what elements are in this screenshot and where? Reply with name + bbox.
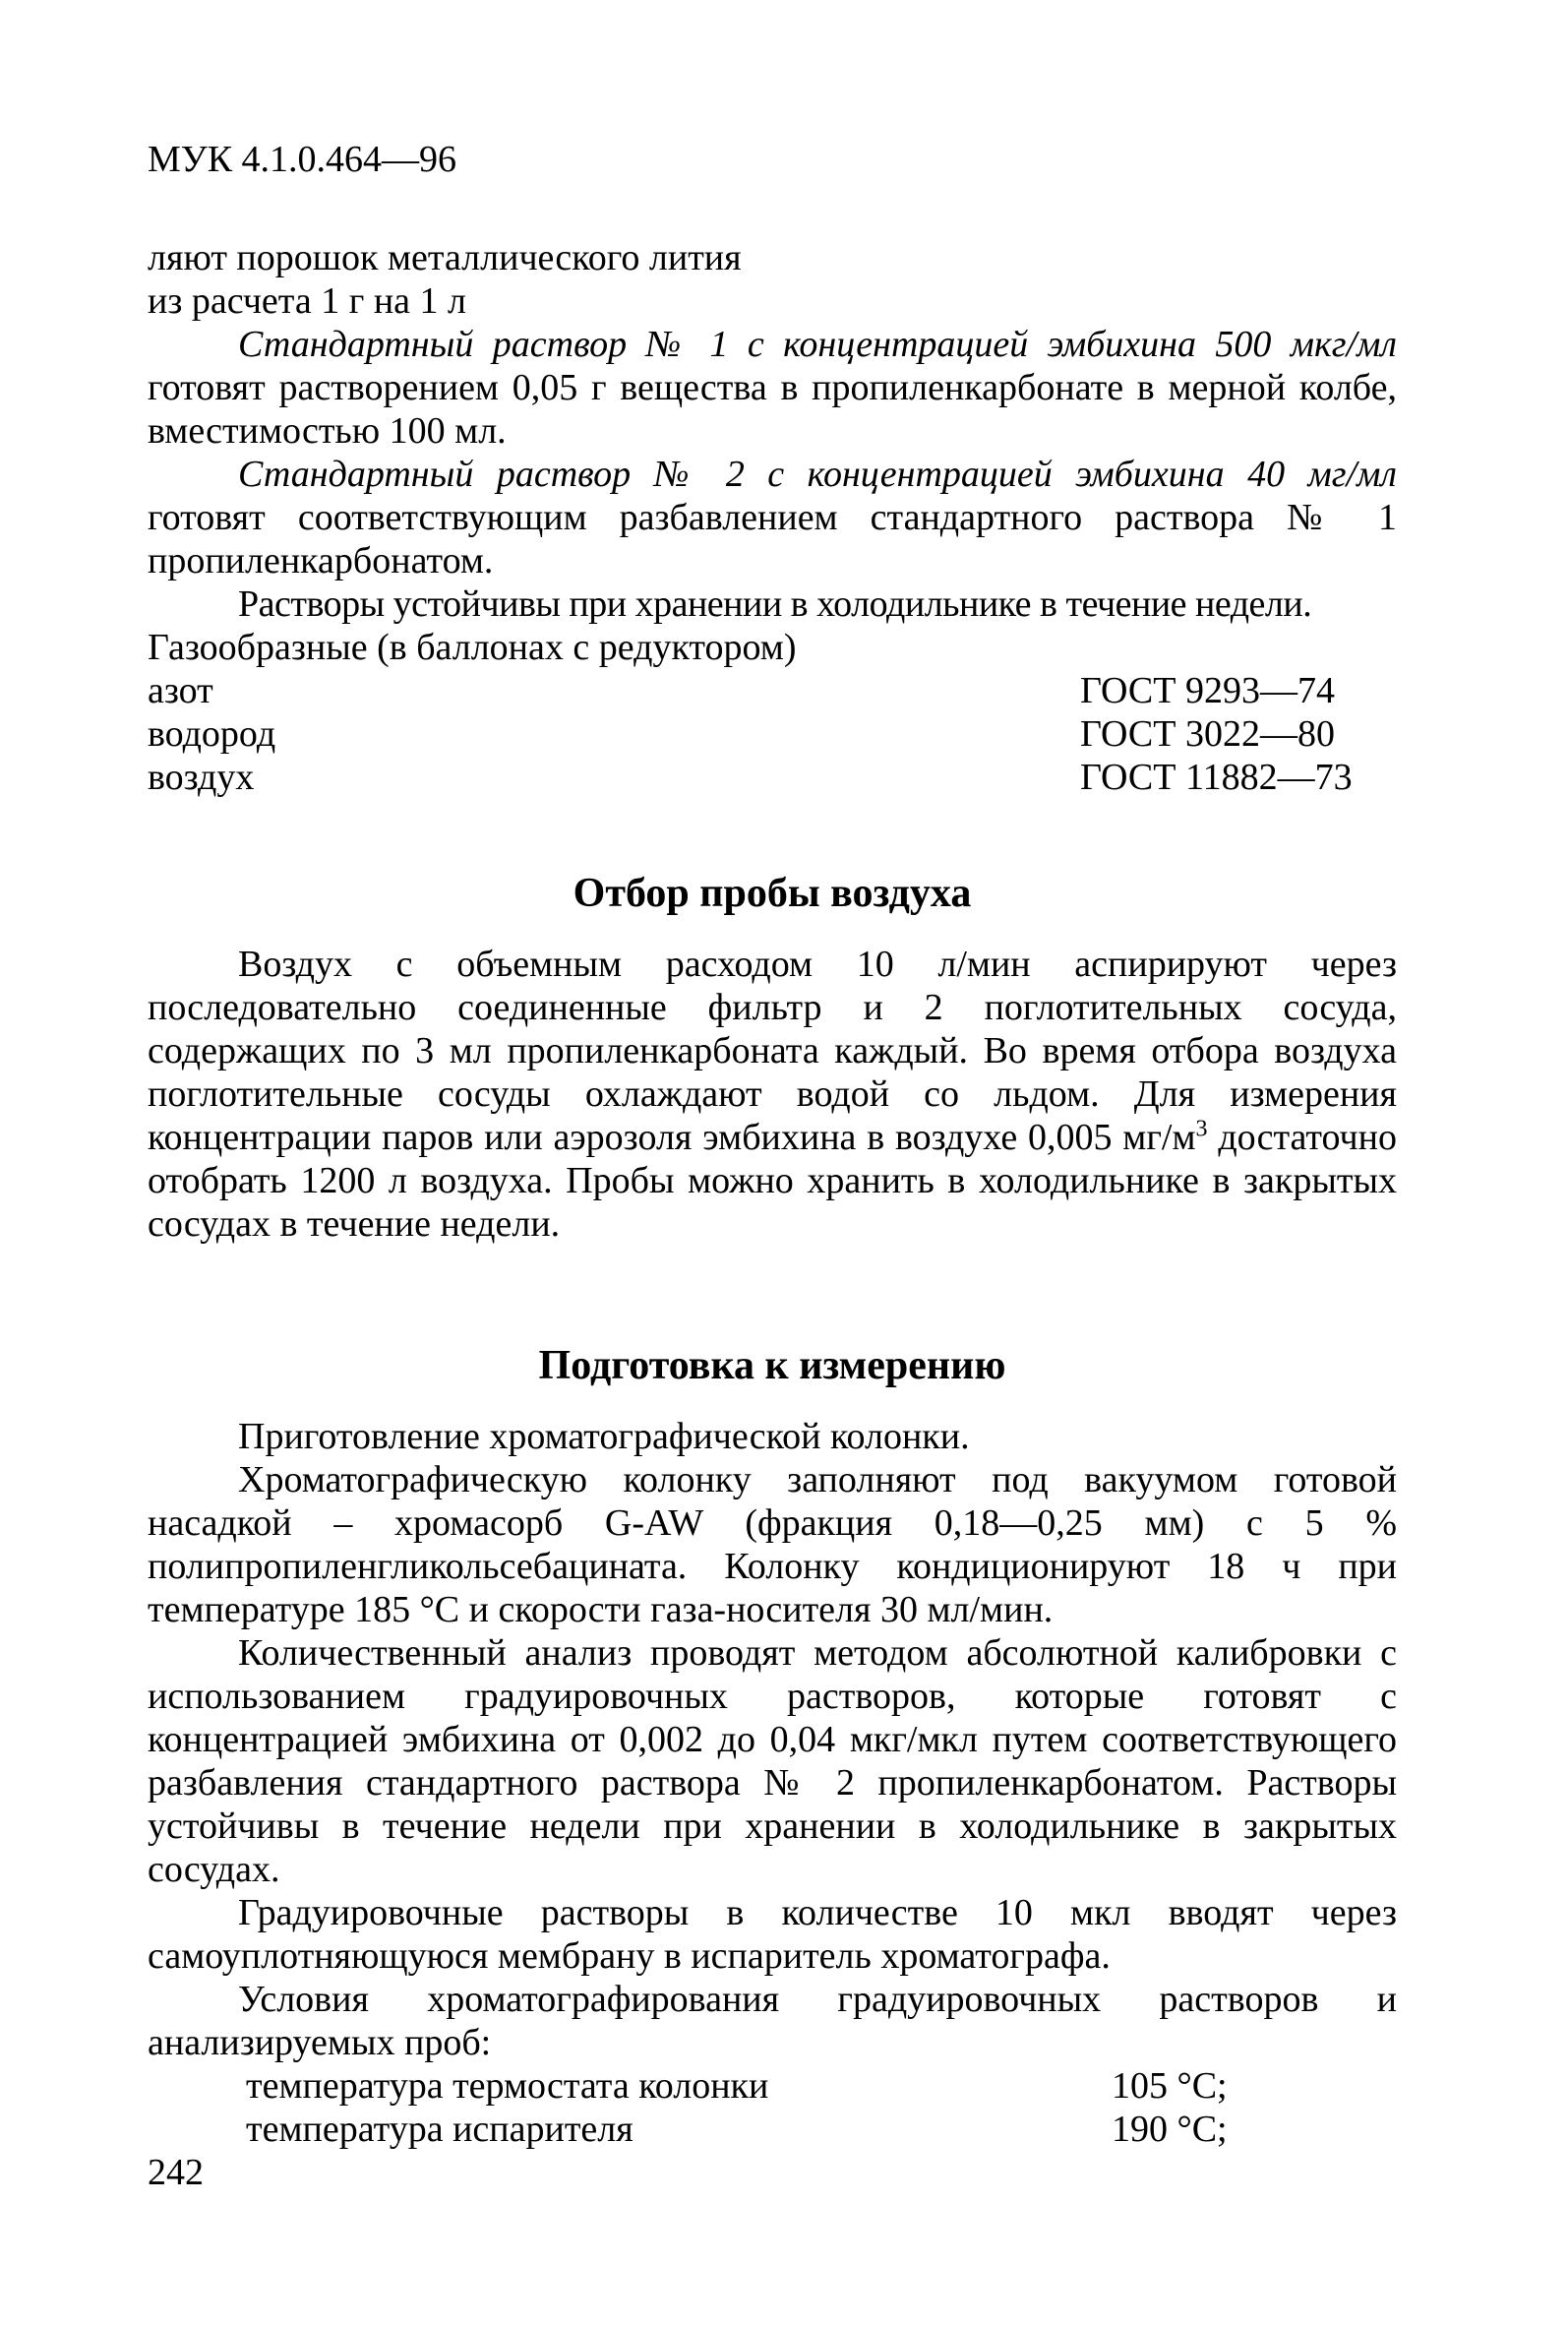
gas-standard: ГОСТ 3022—80 — [1080, 713, 1335, 755]
sampling-text-1: Воздух с объемным расходом 10 л/мин аспирируют через последовательно соединенные фильтр и 2 поглотительных сосуда, содержащих по 3 мл пропиленкарбоната каждый. Во время отбора воздуха поглотительные сосуды охлаждают водой со льдом. Для измерения концентрации паров или аэрозоля эмбихина в воздухе 0,005 мг/м — [148, 944, 1397, 1158]
standard-solution-2-text: готовят соответствующим разбавлением стандартного раствора № 1 пропиленкарбонатом. — [148, 497, 1397, 581]
section-title-preparation: Подготовка к измерению — [538, 1343, 1006, 1388]
conditions-list — [148, 2064, 1397, 2151]
gas-name: водород — [148, 713, 276, 755]
condition-row — [148, 2064, 1397, 2108]
gas-row — [148, 669, 1397, 712]
condition-value: 190 °С; — [1112, 2109, 1228, 2150]
standard-solution-1-title: Стандартный раствор № 1 с концентрацией эмбихина 500 мкг/мл — [238, 324, 1397, 365]
gas-row — [148, 712, 1397, 756]
standard-solution-1 — [148, 323, 1397, 453]
preparation-paragraph: Условия хроматографирования градуировочных растворов и анализируемых проб: — [148, 1979, 1397, 2063]
sampling-text-2: достаточно отобрать 1200 л воздуха. Пробы можно хранить в холодильнике в закрытых сосудах в течение недели. — [148, 1117, 1397, 1245]
preparation-paragraph: Приготовление хроматографической колонки. — [238, 1416, 970, 1457]
condition-value: 105 °С; — [1112, 2065, 1228, 2107]
condition-name: температура термостата колонки — [246, 2065, 769, 2107]
standard-solution-2-title: Стандартный раствор № 2 с концентрацией эмбихина 40 мг/мл — [238, 454, 1397, 495]
gas-row — [148, 756, 1397, 799]
standard-solution-2 — [148, 453, 1397, 582]
condition-name: температура испарителя — [246, 2109, 633, 2150]
gas-standard: ГОСТ 11882—73 — [1080, 757, 1353, 798]
gas-name: воздух — [148, 757, 255, 798]
section-title-sampling: Отбор пробы воздуха — [573, 871, 972, 916]
gases-list — [148, 669, 1397, 799]
intro-line-2: из расчета 1 г на 1 л — [148, 280, 466, 322]
standard-solution-1-text: готовят растворением 0,05 г вещества в пропиленкарбонате в мерной колбе, вместимостью 100 мл. — [148, 367, 1397, 452]
document-code: МУК 4.1.0.464—96 — [148, 139, 457, 180]
gas-name: азот — [148, 670, 213, 711]
unit-superscript: 3 — [1195, 1116, 1208, 1142]
intro-line-1: ляют порошок металлического лития — [148, 237, 742, 278]
gas-standard: ГОСТ 9293—74 — [1080, 670, 1335, 711]
sampling-paragraph — [148, 943, 1397, 1246]
preparation-paragraph: Количественный анализ проводят методом абсолютной калибровки с использованием градуировочных растворов, которые готовят с концентрацией эмбихина от 0,002 до 0,04 мкг/мкл путем соответствующего разбавления стандартного раствора № 2 пропиленкарбонатом. Растворы устойчивы в течение недели при хранении в холодильнике в закрытых сосудах. — [148, 1632, 1397, 1890]
preparation-paragraph: Градуировочные растворы в количестве 10 мкл вводят через самоуплотняющуюся мембрану в испаритель хроматографа. — [148, 1892, 1397, 1977]
preparation-paragraph: Хроматографическую колонку заполняют под вакуумом готовой насадкой – хромасорб G-AW (фракция 0,18—0,25 мм) с 5 % полипропиленгликольсебацината. Колонку кондиционируют 18 ч при температуре 185 °С и скорости газа-носителя 30 мл/мин. — [148, 1459, 1397, 1630]
condition-row — [148, 2108, 1397, 2151]
stability-note: Растворы устойчивы при хранении в холодильнике в течение недели. — [238, 583, 1312, 625]
page-number: 242 — [148, 2152, 204, 2193]
document-page — [148, 138, 1397, 2151]
gases-heading: Газообразные (в баллонах с редуктором) — [148, 627, 797, 668]
